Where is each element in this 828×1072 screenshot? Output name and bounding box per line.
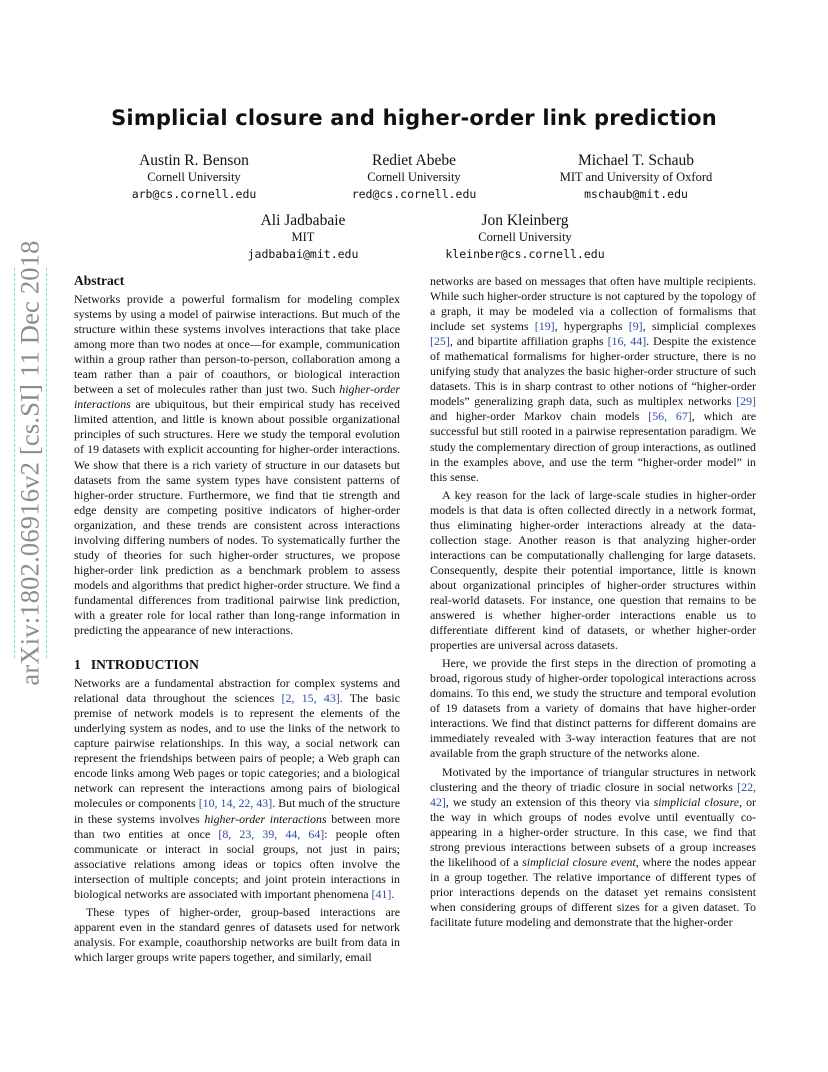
author-affiliation: MIT and University of Oxford bbox=[559, 170, 713, 184]
body-paragraph: A key reason for the lack of large-scale studies in higher-order models is that data is often collected directly in a network format, thus eliminating higher-order interactions already at the data-collection stage. Another reason is that analyzing higher-order interactions can be computationally challenging for large datasets. Consequently, despite their potential importance, little is known about organizational principles of higher-order structures within real-world datasets. For instance, one question that remains to be answered is whether higher-order interactions enable us to differentiate different kind of datasets, or whether higher-order properties are universal across datasets. bbox=[430, 487, 756, 653]
citation-link[interactable]: [22, 42] bbox=[430, 779, 756, 809]
author-email: jadbabai@mit.edu bbox=[247, 247, 359, 261]
left-column bbox=[74, 272, 400, 965]
abstract-text bbox=[74, 292, 400, 638]
citation-link[interactable]: [16, 44] bbox=[607, 334, 647, 349]
author-affiliation: Cornell University bbox=[478, 230, 572, 244]
paper-title: Simplicial closure and higher-order link prediction bbox=[111, 106, 717, 130]
citation-link[interactable]: [19] bbox=[534, 319, 555, 334]
text-run: Networks provide a powerful formalism for modeling complex systems by using a model of pairwise interactions. But much of the structure within these systems involves interactions that take place among more than two nodes at once—for example, communication within a group rather than person-to-person, collaboration among a team rather than a pair of coauthors, or biological interaction between a set of molecules rather than just two. Such bbox=[74, 292, 400, 397]
arxiv-identifier: arXiv:1802.06916v2 [cs.SI] 11 Dec 2018 bbox=[14, 240, 45, 686]
author-block bbox=[415, 212, 635, 263]
body-paragraph bbox=[430, 765, 756, 931]
citation-link[interactable]: [8, 23, 39, 44, 64] bbox=[218, 826, 325, 841]
text-run: . bbox=[391, 886, 395, 901]
emphasis-text: higher-order interactions bbox=[204, 811, 327, 826]
author-block bbox=[304, 152, 524, 203]
citation-link[interactable]: [2, 15, 43] bbox=[281, 691, 340, 706]
author-email: kleinber@cs.cornell.edu bbox=[445, 247, 605, 261]
text-run: , we study an extension of this theory via bbox=[445, 794, 654, 809]
arxiv-sidebar bbox=[12, 240, 48, 686]
author-email: red@cs.cornell.edu bbox=[351, 187, 477, 201]
citation-link[interactable]: [56, 67] bbox=[648, 409, 692, 424]
author-name: Ali Jadbabaie bbox=[260, 212, 346, 229]
text-run: , which are successful but still rooted in a pairwise representation paradigm. We study the complementary direction of group interactions, as outlined in the examples above, and use the term “higher-order model” in this sense. bbox=[430, 409, 756, 484]
author-affiliation: Cornell University bbox=[147, 170, 241, 184]
author-email: arb@cs.cornell.edu bbox=[131, 187, 257, 201]
text-run: . Despite the existence of mathematical formalisms for higher-order structure, there is no unifying study that analyzes the basic higher-order structure of such datasets. This is in sharp contrast to other notions of “higher-order models” generalizing graph data, such as multiplex networks bbox=[430, 334, 756, 409]
text-run: , hypergraphs bbox=[554, 319, 629, 334]
author-name: Jon Kleinberg bbox=[481, 212, 569, 229]
author-affiliation: MIT bbox=[291, 230, 315, 244]
author-name: Michael T. Schaub bbox=[577, 152, 695, 169]
citation-link[interactable]: [10, 14, 22, 43] bbox=[198, 796, 273, 811]
emphasis-text: simplicial closure bbox=[653, 794, 740, 809]
sidebar-divider bbox=[46, 268, 47, 658]
emphasis-text: simplicial closure event bbox=[522, 854, 636, 869]
section-heading bbox=[74, 656, 400, 673]
text-run: networks are based on messages that often have multiple recipients. While such higher-order structure is not captured by the topology of a graph, it may be modeled via a collection of formalisms that include set systems bbox=[430, 274, 756, 334]
text-run: Motivated by the importance of triangular structures in network clustering and the theory of triadic closure in social networks bbox=[430, 764, 756, 794]
citation-link[interactable]: [41] bbox=[371, 886, 392, 901]
citation-link[interactable]: [25] bbox=[430, 334, 450, 349]
author-name: Rediet Abebe bbox=[372, 152, 456, 169]
citation-link[interactable]: [29] bbox=[736, 394, 756, 409]
text-run: . The basic premise of network models is to represent the elements of the underlying system as nodes, and to use the links of the network to capture pairwise relationships. In this way, a social network can represent the friendships between pairs of people; a Web graph can encode links among Web pages or topic categories; and a biological network can represent the interactions among pairs of biological molecules or components bbox=[74, 691, 401, 811]
section-title: INTRODUCTION bbox=[90, 657, 199, 673]
author-email: mschaub@mit.edu bbox=[584, 187, 688, 201]
intro-paragraph: These types of higher-order, group-based interactions are apparent even in the standard genres of datasets used for network analysis. For example, coauthorship networks are built from data in which larger groups write papers together, and similarly, email bbox=[74, 904, 400, 964]
right-column bbox=[430, 274, 756, 930]
text-run: , where the nodes appear in a group together. The relative importance of different types of prior interactions depends on the dataset yet remains consistent when considering groups of different sizes for a given dataset. To facilitate future modeling and demonstrate that the higher-order bbox=[430, 854, 756, 929]
citation-link[interactable]: [9] bbox=[628, 319, 643, 334]
body-paragraph: Here, we provide the first steps in the direction of promoting a broad, rigorous study of higher-order topological interactions across domains. To this end, we study the structure and temporal evolution of 19 datasets from a variety of domains that have higher-order interactions. We find that distinct patterns for different domains are immediately revealed with 3-way interaction features that are not available from the graph structure of the networks alone. bbox=[430, 656, 756, 761]
text-run: . But much of the structure in these systems involves bbox=[74, 796, 400, 826]
intro-paragraph bbox=[74, 676, 400, 902]
author-block bbox=[526, 152, 746, 203]
body-paragraph bbox=[430, 274, 756, 485]
author-name: Austin R. Benson bbox=[139, 152, 249, 169]
text-run: and higher-order Markov chain models bbox=[430, 409, 649, 424]
emphasis-text: higher-order interactions bbox=[74, 382, 400, 412]
author-block bbox=[84, 152, 304, 203]
text-run: between more than two entities at once bbox=[74, 811, 400, 841]
text-run: , and bipartite affiliation graphs bbox=[449, 334, 608, 349]
author-affiliation: Cornell University bbox=[367, 170, 461, 184]
author-block bbox=[193, 212, 413, 263]
text-run: , or the way in which groups of nodes evolve until eventually co-appearing in a higher-order structure. In this case, we find that strong previous interactions between subsets of a group increases the likelihood of a bbox=[430, 794, 756, 869]
section-number: 1 bbox=[74, 657, 81, 673]
text-run: : people often communicate or interact in social groups, not just in pairs; associative relations among ideas or topics often involve the intersection of multiple concepts; and joint protein interactions in biological networks are associated with important phenomena bbox=[74, 826, 400, 901]
text-run: , simplicial complexes bbox=[642, 319, 756, 334]
text-run: Networks are a fundamental abstraction for complex systems and relational data throughout the sciences bbox=[74, 676, 400, 706]
text-run: are ubiquitous, but their empirical study has received limited attention, and little is known about possible organizational principles of such structures. Here we study the temporal evolution of 19 datasets with explicit accounting for higher-order interactions. We show that there is a rich variety of structure in our datasets but datasets from the same system types have consistent patterns of higher-order structure. Furthermore, we find that tie strength and edge density are competing positive indicators of higher-order organization, and these trends are consistent across interactions involving differing numbers of nodes. To systematically further the study of theories for such higher-order structures, we propose higher-order link prediction as a benchmark problem to assess models and algorithms that predict higher-order structure. We find a fundamental differences from traditional pairwise link prediction, with a greater role for local rather than long-range information in predicting the appearance of new interactions. bbox=[74, 397, 400, 638]
abstract-heading: Abstract bbox=[74, 273, 125, 288]
